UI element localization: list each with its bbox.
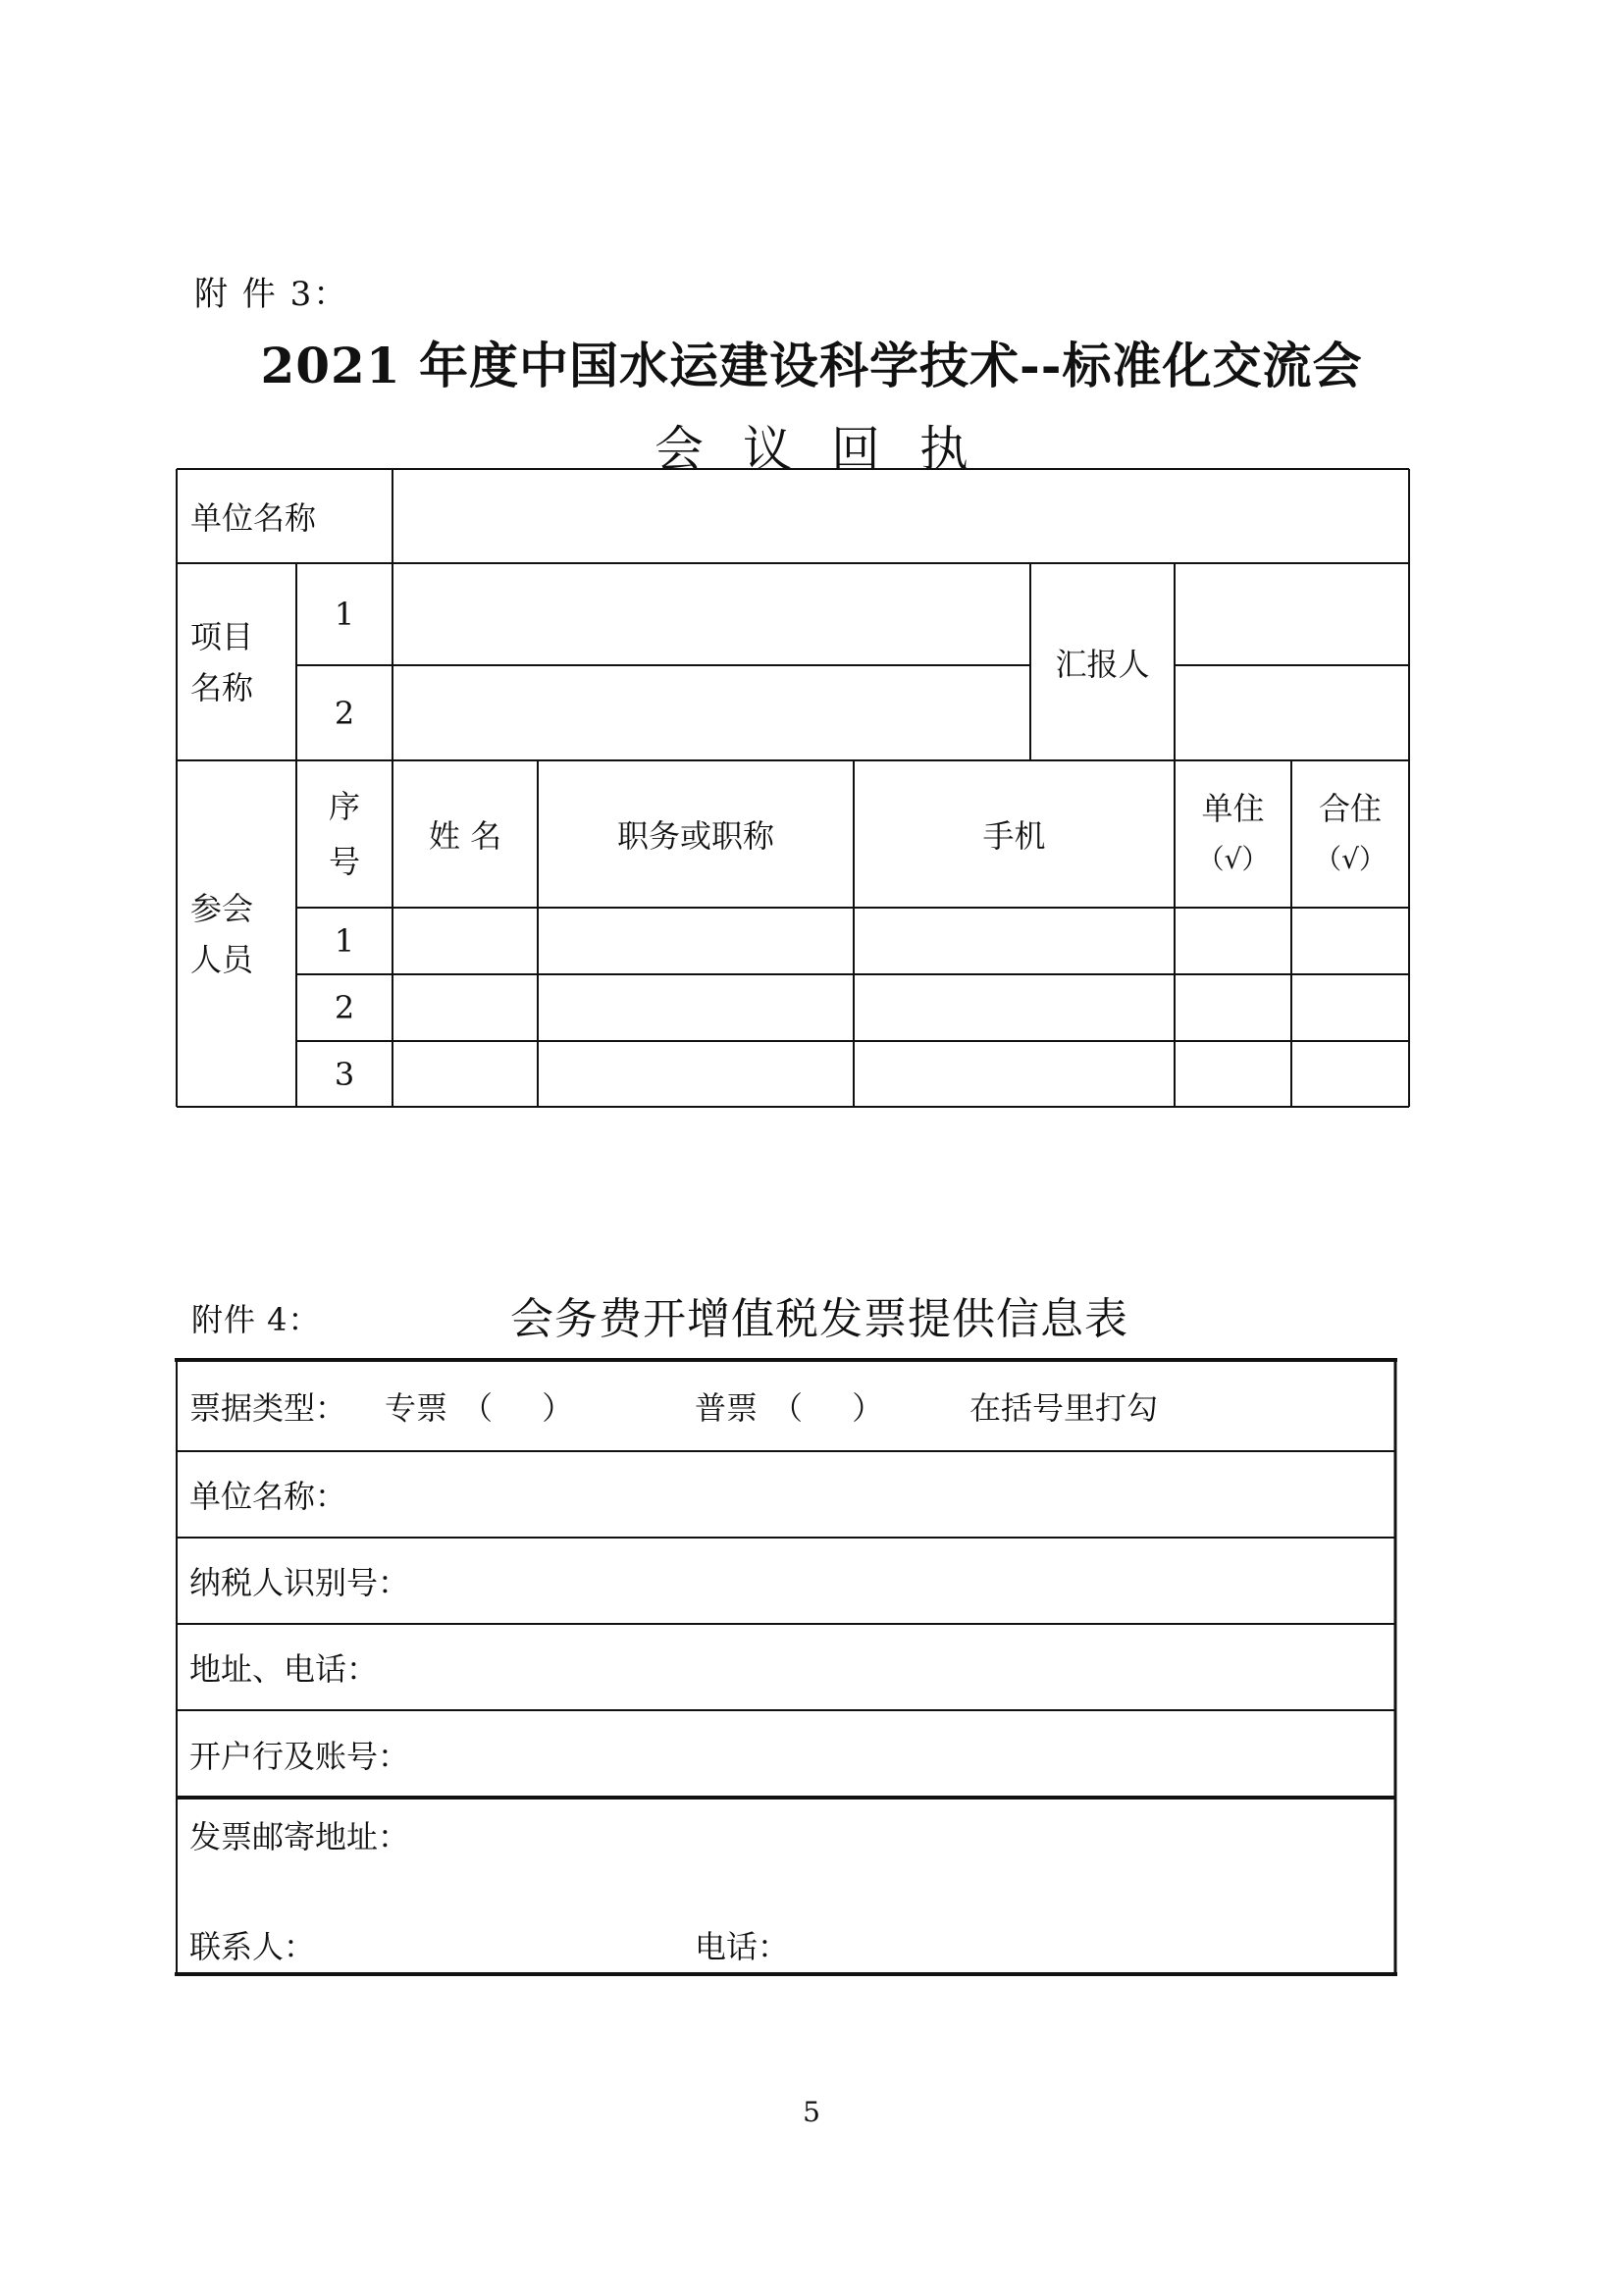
single-room-label: 单住 bbox=[1201, 790, 1265, 827]
special-invoice-label: 专票 bbox=[385, 1388, 448, 1427]
check-hint: 在括号里打勾 bbox=[969, 1388, 1159, 1427]
address-phone-field[interactable] bbox=[189, 1624, 1387, 1710]
mail-address-field[interactable] bbox=[189, 1810, 1387, 1859]
seq-header: 序号 bbox=[328, 788, 360, 880]
normal-invoice-checkbox[interactable]: （ ） bbox=[771, 1388, 884, 1427]
page-subtitle: 会议回执 bbox=[654, 421, 1008, 478]
address-phone-label: 地址、电话： bbox=[189, 1650, 379, 1688]
attendees-label: 参会人员 bbox=[190, 889, 254, 978]
unit-name-label: 单位名称 bbox=[190, 499, 317, 537]
contact-phone-label: 电话： bbox=[695, 1928, 790, 1965]
contact-phone-field[interactable] bbox=[695, 1920, 789, 1969]
invoice-table-title: 会务费开增值税发票提供信息表 bbox=[510, 1294, 1128, 1344]
ticket-type-label: 票据类型： bbox=[189, 1388, 347, 1427]
shared-room-label: 合住 bbox=[1318, 790, 1382, 827]
project-row-number: 1 bbox=[334, 596, 355, 633]
title-header: 职务或职称 bbox=[616, 817, 774, 855]
mail-address-label: 发票邮寄地址： bbox=[189, 1818, 410, 1855]
taxpayer-id-field[interactable] bbox=[189, 1538, 1387, 1624]
attachment3-label: 附 件 3： bbox=[194, 275, 349, 314]
special-invoice-checkbox[interactable]: （ ） bbox=[461, 1388, 574, 1427]
normal-invoice-label: 普票 bbox=[695, 1388, 759, 1427]
invoice-unit-name-label: 单位名称： bbox=[189, 1478, 347, 1515]
invoice-unit-name-field[interactable] bbox=[189, 1451, 1387, 1538]
ticket-type-row bbox=[189, 1360, 346, 1451]
attendee-row-number: 2 bbox=[334, 989, 355, 1026]
attendee-row-number: 1 bbox=[334, 922, 355, 960]
reporter-label: 汇报人 bbox=[1055, 645, 1150, 683]
phone-header: 手机 bbox=[982, 817, 1046, 855]
normal-invoice-option[interactable] bbox=[695, 1360, 883, 1451]
taxpayer-id-label: 纳税人识别号： bbox=[189, 1564, 410, 1601]
bank-account-field[interactable] bbox=[189, 1710, 1387, 1798]
page-number: 5 bbox=[803, 2096, 820, 2128]
contact-label: 联系人： bbox=[189, 1928, 316, 1965]
attendee-row-number: 3 bbox=[334, 1055, 355, 1093]
special-invoice-option[interactable] bbox=[385, 1360, 573, 1451]
bank-account-label: 开户行及账号： bbox=[189, 1737, 410, 1775]
project-name-label: 项目名称 bbox=[190, 617, 254, 706]
attachment4-label: 附件 4： bbox=[191, 1301, 321, 1338]
project-row-number: 2 bbox=[334, 694, 355, 732]
shared-room-check-hint: （√） bbox=[1314, 843, 1387, 875]
page-title: 2021 年度中国水运建设科学技术--标准化交流会 bbox=[260, 337, 1363, 394]
name-header: 姓 名 bbox=[428, 817, 502, 855]
contact-field[interactable] bbox=[189, 1920, 315, 1969]
single-room-check-hint: （√） bbox=[1196, 843, 1270, 875]
